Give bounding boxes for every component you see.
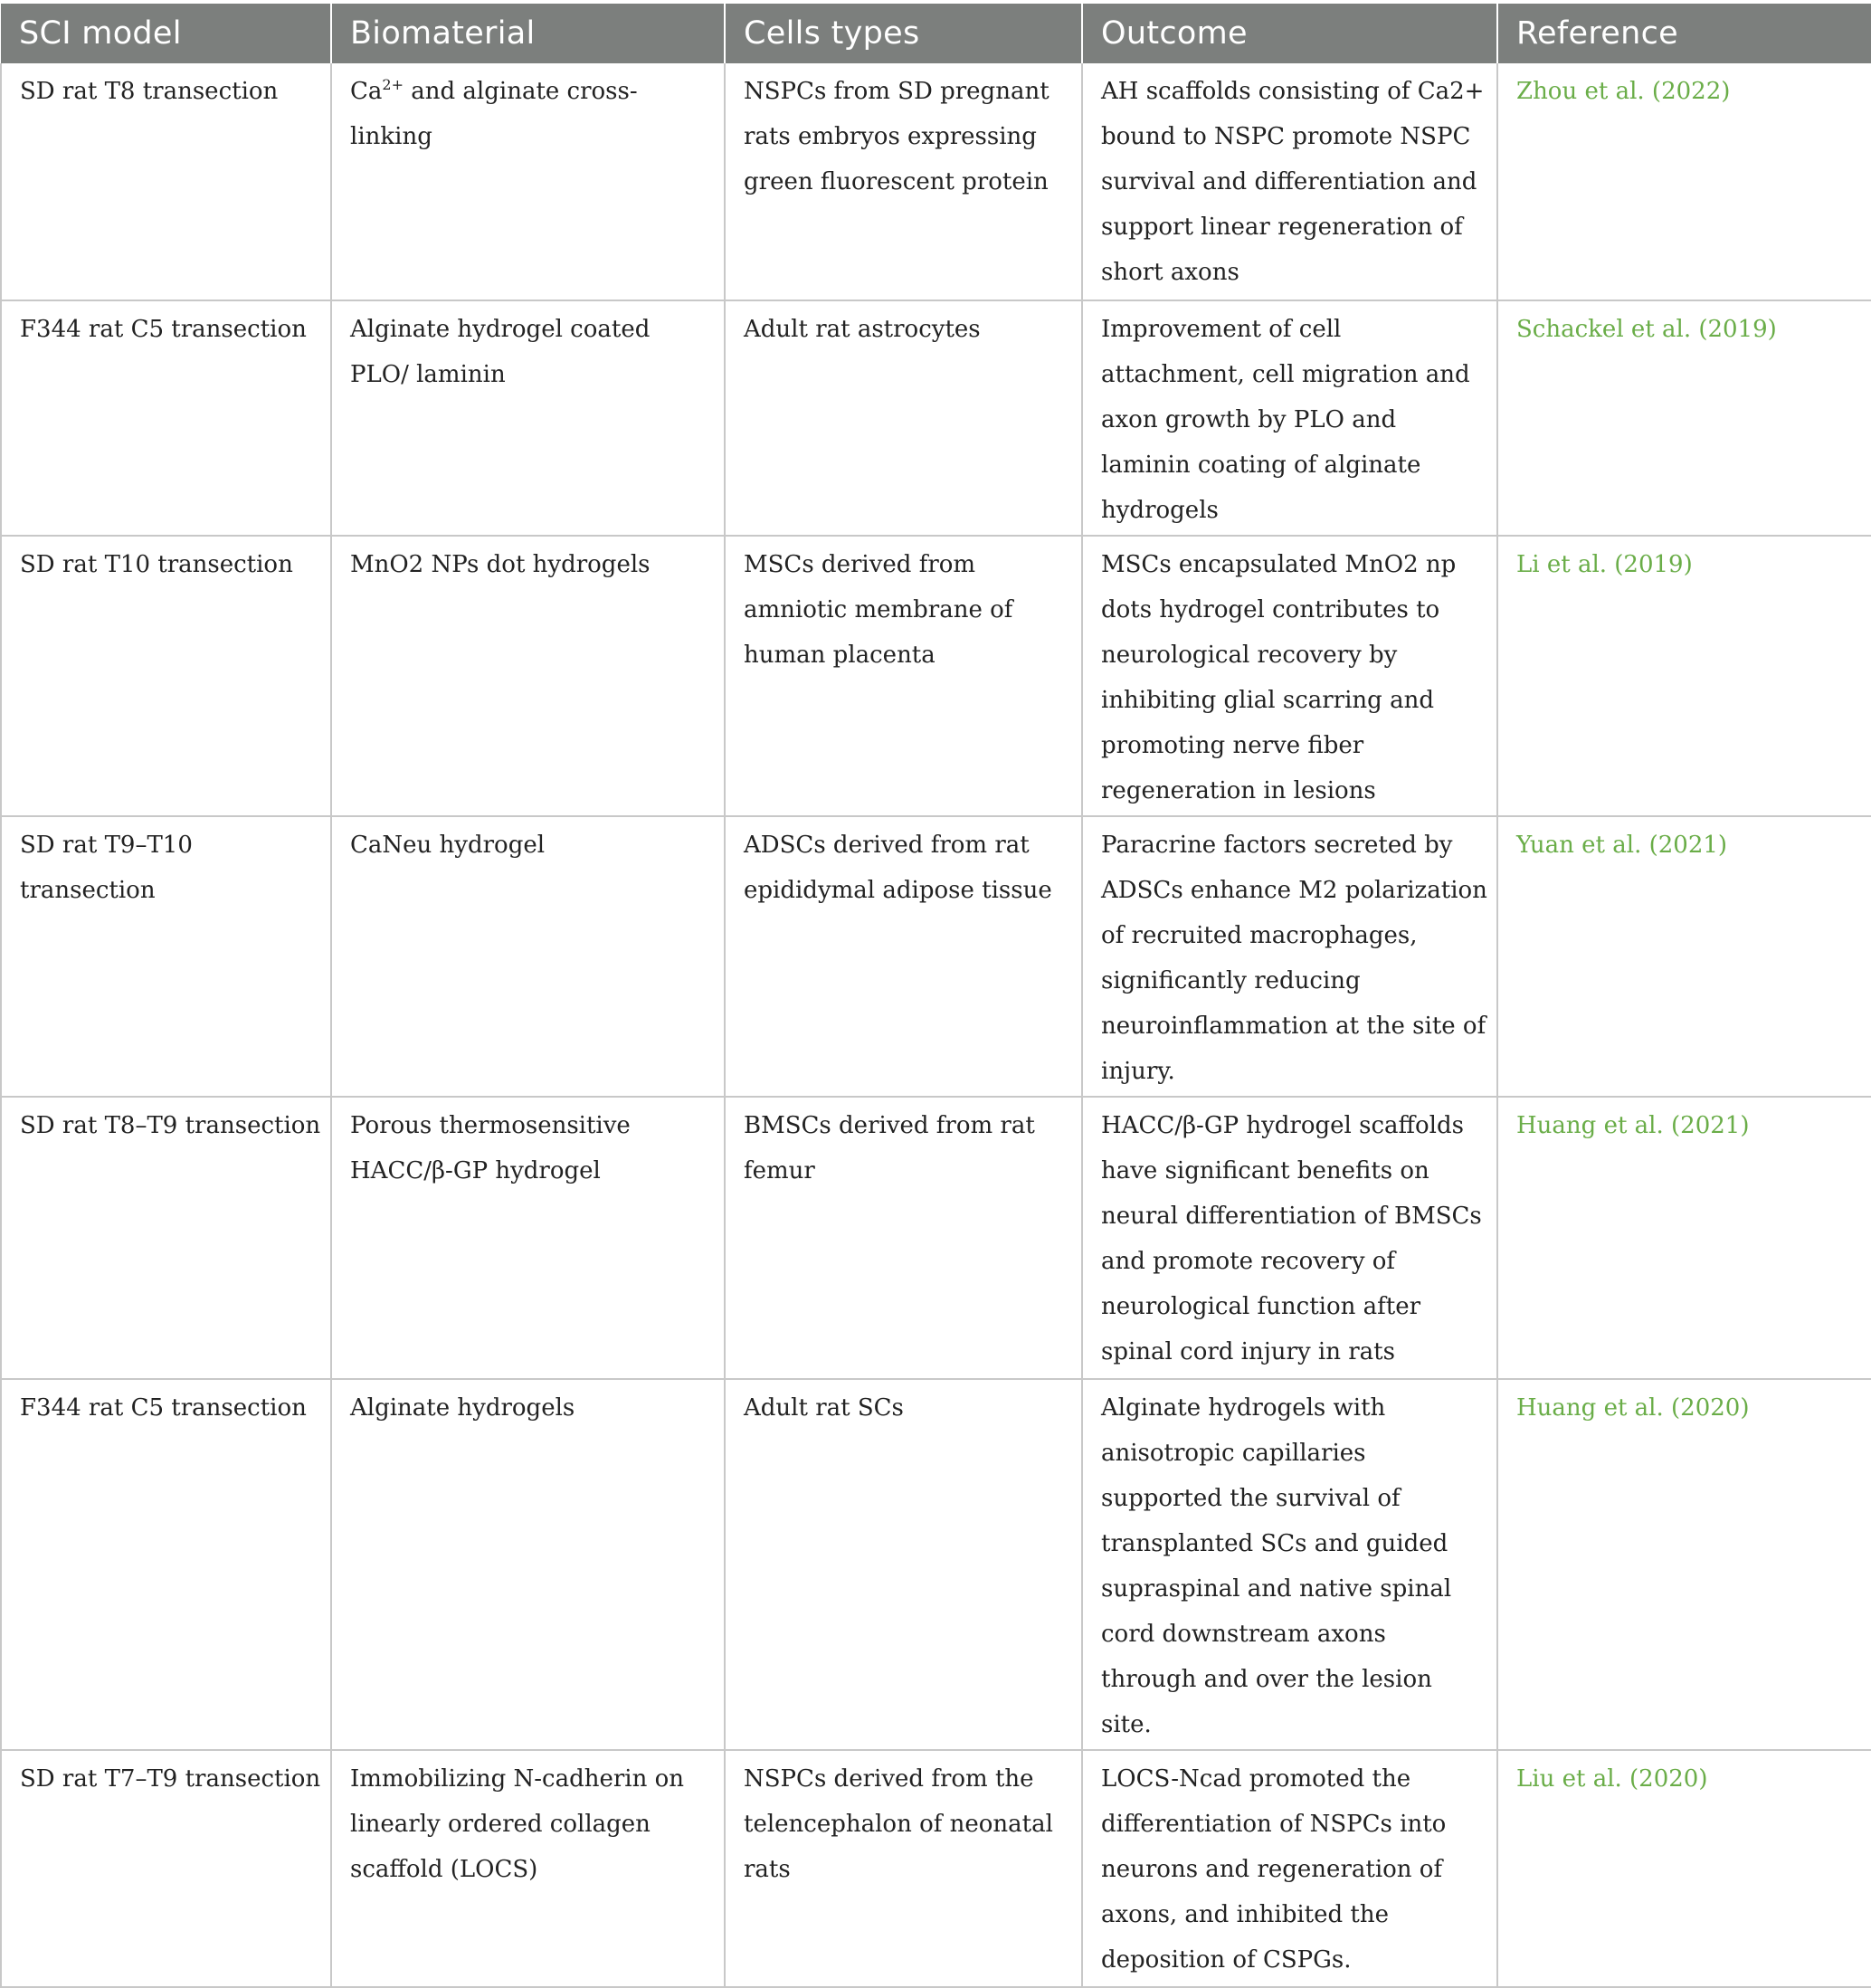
cell-reference-link[interactable]: Liu et al. (2020) [1497,1750,1871,1987]
header-sci-model: SCI model [1,4,331,63]
cell-biomaterial: Alginate hydrogel coated PLO/ laminin [331,300,725,536]
table-row [1,1097,1871,1379]
cell-biomaterial: Porous thermosensitive HACC/β-GP hydrogel [331,1097,725,1379]
table-row [1,1750,1871,1987]
biomaterial-text: Ca [350,78,383,105]
cell-reference-link[interactable]: Yuan et al. (2021) [1497,816,1871,1097]
cell-sci-model: SD rat T8 transection [1,63,331,300]
header-row [1,4,1871,63]
cell-biomaterial [331,63,725,300]
cell-reference-link[interactable]: Schackel et al. (2019) [1497,300,1871,536]
cell-biomaterial: CaNeu hydrogel [331,816,725,1097]
header-cells-types: Cells types [725,4,1082,63]
cell-cells-types: Adult rat SCs [725,1379,1082,1750]
cell-reference-link[interactable]: Huang et al. (2020) [1497,1379,1871,1750]
table-body [1,63,1871,1987]
table-row [1,816,1871,1097]
cell-sci-model: F344 rat C5 transection [1,300,331,536]
cell-cells-types: BMSCs derived from rat femur [725,1097,1082,1379]
header-outcome: Outcome [1082,4,1497,63]
results-table-container [0,4,1871,1988]
biomaterial-text-rest: and alginate cross-linking [350,78,638,150]
table-row [1,300,1871,536]
cell-sci-model: SD rat T10 transection [1,536,331,816]
cell-sci-model: SD rat T8–T9 transection [1,1097,331,1379]
header-biomaterial: Biomaterial [331,4,725,63]
cell-sci-model: F344 rat C5 transection [1,1379,331,1750]
cell-cells-types: NSPCs from SD pregnant rats embryos expressing green fluorescent protein [725,63,1082,300]
cell-sci-model: SD rat T7–T9 transection [1,1750,331,1987]
cell-outcome: Improvement of cell attachment, cell migration and axon growth by PLO and laminin coating of alginate hydrogels [1082,300,1497,536]
cell-outcome: Alginate hydrogels with anisotropic capillaries supported the survival of transplanted SCs and guided supraspinal and native spinal cord downstream axons through and over the lesion site. [1082,1379,1497,1750]
cell-cells-types: ADSCs derived from rat epididymal adipose tissue [725,816,1082,1097]
sci-biomaterial-table [0,4,1871,1988]
table-row [1,1379,1871,1750]
cell-outcome: HACC/β-GP hydrogel scaffolds have significant benefits on neural differentiation of BMSCs and promote recovery of neurological function after spinal cord injury in rats [1082,1097,1497,1379]
cell-sci-model: SD rat T9–T10 transection [1,816,331,1097]
header-reference: Reference [1497,4,1871,63]
cell-outcome: LOCS-Ncad promoted the differentiation of NSPCs into neurons and regeneration of axons, and inhibited the deposition of CSPGs. [1082,1750,1497,1987]
cell-reference-link[interactable]: Zhou et al. (2022) [1497,63,1871,300]
table-row [1,536,1871,816]
cell-cells-types: MSCs derived from amniotic membrane of human placenta [725,536,1082,816]
table-header [1,4,1871,63]
cell-biomaterial: Alginate hydrogels [331,1379,725,1750]
cell-cells-types: Adult rat astrocytes [725,300,1082,536]
cell-outcome: MSCs encapsulated MnO2 np dots hydrogel contributes to neurological recovery by inhibiting glial scarring and promoting nerve fiber regeneration in lesions [1082,536,1497,816]
cell-outcome: AH scaffolds consisting of Ca2+ bound to NSPC promote NSPC survival and differentiation and support linear regeneration of short axons [1082,63,1497,300]
cell-cells-types: NSPCs derived from the telencephalon of neonatal rats [725,1750,1082,1987]
cell-reference-link[interactable]: Huang et al. (2021) [1497,1097,1871,1379]
table-row [1,63,1871,300]
superscript-charge: 2+ [382,76,404,93]
cell-biomaterial: Immobilizing N-cadherin on linearly ordered collagen scaffold (LOCS) [331,1750,725,1987]
cell-biomaterial: MnO2 NPs dot hydrogels [331,536,725,816]
cell-reference-link[interactable]: Li et al. (2019) [1497,536,1871,816]
cell-outcome: Paracrine factors secreted by ADSCs enhance M2 polarization of recruited macrophages, significantly reducing neuroinflammation at the site of injury. [1082,816,1497,1097]
